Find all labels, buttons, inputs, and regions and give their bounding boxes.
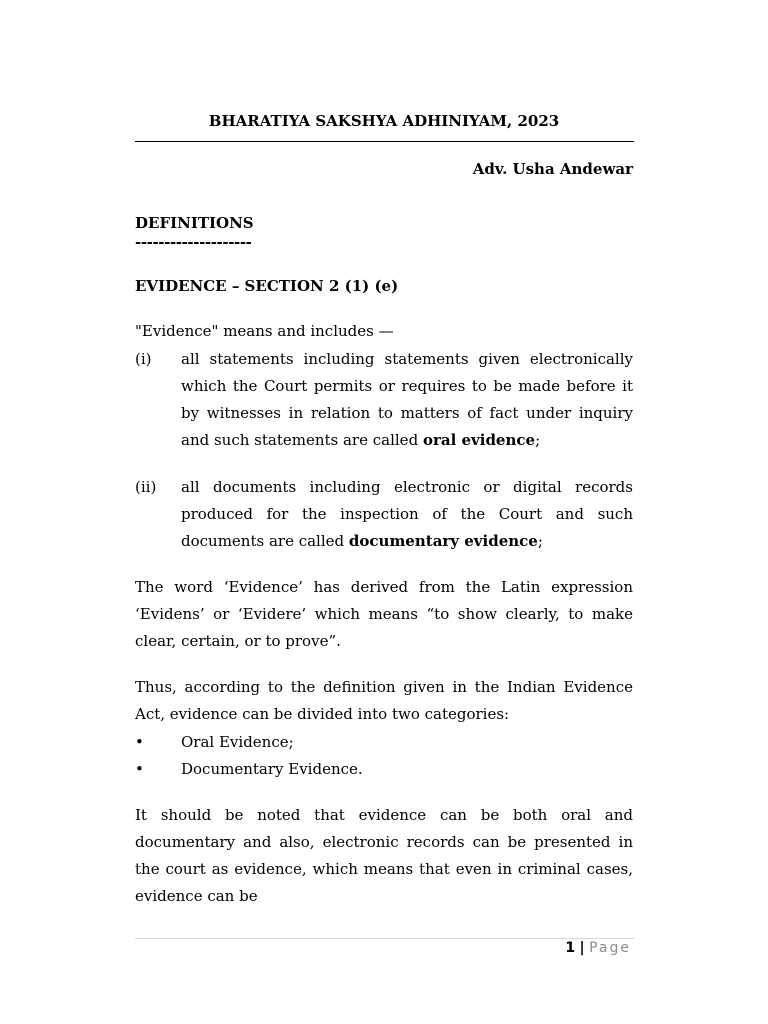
category-item-oral <box>135 729 633 756</box>
item-text: all documents including electronic or digital records produced for the inspection of the Court and such documents are called documentary evidence; <box>181 478 633 550</box>
category-text: Documentary Evidence. <box>181 760 363 778</box>
bullet-marker: • <box>135 760 144 778</box>
footer-divider <box>135 938 634 939</box>
page-footer <box>565 940 631 956</box>
oral-evidence-term: oral evidence <box>422 431 536 449</box>
footer-separator: | <box>579 940 585 956</box>
definitions-heading: DEFINITIONS <box>135 214 254 232</box>
categories-intro-paragraph: Thus, according to the definition given in the Indian Evidence Act, evidence can be divided into two categories: <box>135 678 633 723</box>
category-text: Oral Evidence; <box>181 733 294 751</box>
evidence-intro: "Evidence" means and includes — <box>135 322 394 340</box>
item-marker: (ii) <box>135 478 157 496</box>
definitions-underline: -------------------- <box>135 233 252 251</box>
page-number: 1 <box>565 940 576 956</box>
documentary-evidence-term: documentary evidence <box>348 532 538 550</box>
author-name: Adv. Usha Andewar <box>472 160 633 178</box>
title-divider <box>135 141 634 142</box>
closing-paragraph: It should be noted that evidence can be both oral and documentary and also, electronic records can be presented in the court as evidence, which means that even in criminal cases, evidence can be <box>135 806 633 905</box>
item-text: all statements including statements given electronically which the Court permits or requires to be made before it by witnesses in relation to matters of fact under inquiry and such statements are called oral evidence; <box>181 350 633 449</box>
section-heading: EVIDENCE – SECTION 2 (1) (e) <box>135 277 399 295</box>
category-item-documentary <box>135 756 633 783</box>
page-label: Page <box>589 940 631 956</box>
bullet-marker: • <box>135 733 144 751</box>
etymology-paragraph: The word ‘Evidence’ has derived from the Latin expression ‘Evidens’ or ‘Evidere’ which means “to show clearly, to make clear, certain, or to prove”. <box>135 578 633 650</box>
item-marker: (i) <box>135 350 152 368</box>
document-title: BHARATIYA SAKSHYA ADHINIYAM, 2023 <box>208 112 560 130</box>
definition-item-oral <box>135 346 633 454</box>
definition-item-documentary <box>135 474 633 555</box>
